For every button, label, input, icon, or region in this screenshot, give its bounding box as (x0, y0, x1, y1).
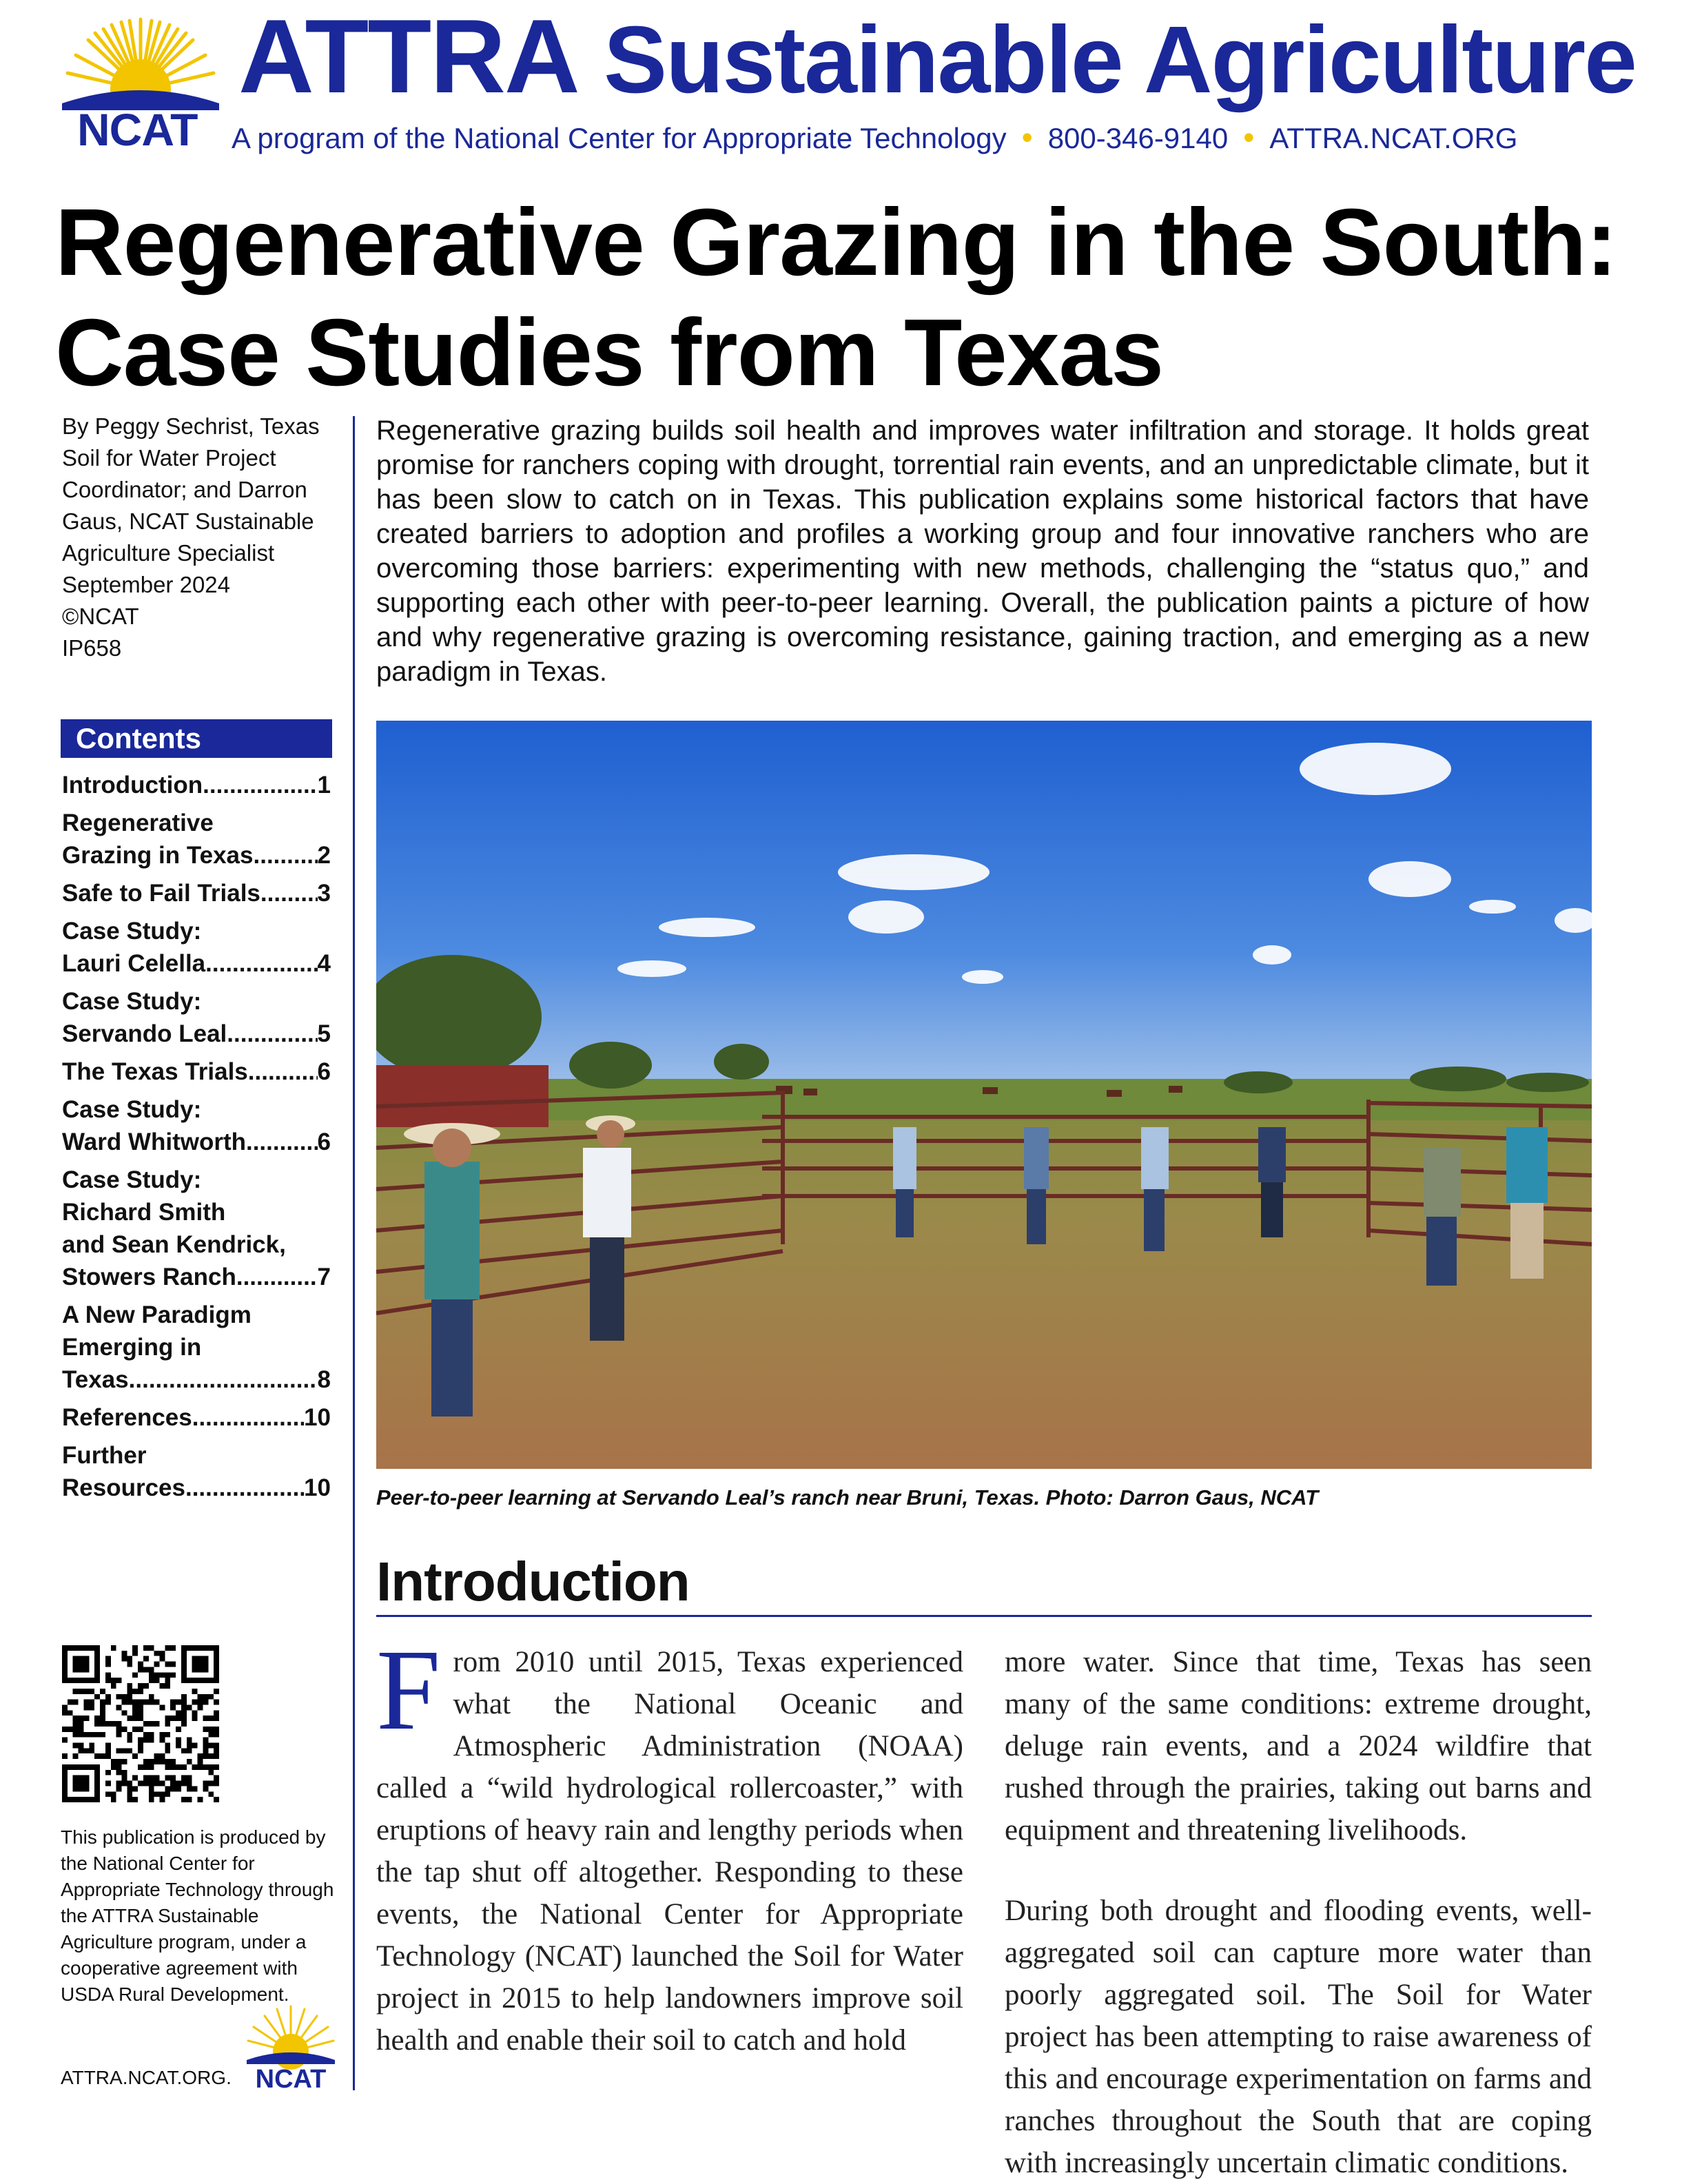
paragraph-gap (1005, 1851, 1592, 1890)
toc-item[interactable] (62, 1439, 331, 1504)
byline-line: Soil for Water Project (62, 445, 276, 471)
phone-number: 800-346-9140 (1047, 122, 1229, 154)
toc-item-label: Lauri Celella (62, 950, 206, 977)
toc-item-label: A New Paradigm (62, 1301, 252, 1328)
intro-paragraph-1: rom 2010 until 2015, Texas experienced what the National Oceanic and Atmospheric Administration (NOAA) called a “wild hydrological rollercoaster,” with eruptions of heavy rain and lengthy periods when the tap shut off altogether. Responding to these events, the National Center for Appropriate Technology (NCAT) launched the Soil for Water project in 2015 to help landowners improve soil health and enable their soil to catch and hold (376, 1646, 963, 2057)
toc-leader-dots (236, 1261, 318, 1293)
toc-item-label: Resources (62, 1474, 185, 1501)
toc-item-label: The Texas Trials (62, 1058, 248, 1085)
toc-item-page: 6 (317, 1058, 331, 1085)
tagline-text: A program of the National Center for Appropriate Technology (232, 122, 1007, 154)
toc-item[interactable] (62, 985, 331, 1050)
toc-item-page: 3 (317, 880, 331, 907)
byline-line: IP658 (62, 635, 122, 661)
byline-line: ©NCAT (62, 604, 139, 629)
introduction-heading: Introduction (376, 1551, 690, 1612)
ncat-logo-text: NCAT (77, 104, 198, 155)
byline-line: Gaus, NCAT Sustainable (62, 508, 314, 534)
summary-paragraph: Regenerative grazing builds soil health and improves water infiltration and storage. It holds great promise for ranchers coping with drought, torrential rain events, and an unpredictable climate, but it has been slow to catch on in Texas. This publication explains some historical factors that have created barriers to adoption and profiles a working group and four innovative ranchers who are overcoming those barriers: experimenting with new methods, challenging the “status quo,” and supporting each other with peer-to-peer learning. Overall, the publication paints a picture of how and why regenerative grazing is overcoming resistance, gaining traction, and emerging as a new paradigm in Texas. (376, 415, 1589, 687)
ncat-sun-logo-icon (58, 14, 223, 110)
table-of-contents (62, 769, 331, 1510)
toc-item[interactable] (62, 1164, 331, 1293)
toc-item-page: 10 (304, 1404, 331, 1431)
toc-item[interactable] (62, 877, 331, 909)
small-logo-text: NCAT (255, 2065, 327, 2092)
bullet-icon: • (1243, 119, 1255, 155)
toc-item-page: 2 (317, 842, 331, 869)
column-divider (353, 416, 355, 2090)
toc-item-page: 10 (304, 1474, 331, 1501)
intro-paragraph-1-continued: more water. Since that time, Texas has seen many of the same conditions: extreme drought, deluge rain events, and a 2024 wildfire that rushed through the prairies, taking out barns and equipment and threatening livelihoods. (1005, 1646, 1592, 1846)
byline-line: September 2024 (62, 572, 231, 597)
byline-line: By Peggy Sechrist, Texas (62, 413, 320, 439)
toc-item-page: 8 (317, 1366, 331, 1393)
contents-heading: Contents (61, 719, 332, 758)
toc-item-page: 6 (317, 1129, 331, 1155)
toc-item-label: Further (62, 1442, 147, 1469)
toc-item-label: Case Study: (62, 988, 202, 1015)
toc-item[interactable] (62, 769, 331, 801)
site-link[interactable]: ATTRA.NCAT.ORG (1269, 122, 1518, 154)
byline-line: Agriculture Specialist (62, 540, 275, 566)
introduction-body-left (376, 1626, 963, 2061)
toc-item-label: Richard Smith (62, 1199, 226, 1226)
toc-item-label: Case Study: (62, 1096, 202, 1123)
toc-item-label: Introduction (62, 772, 203, 799)
produced-by-site[interactable]: ATTRA.NCAT.ORG. (61, 2067, 232, 2088)
heading-rule (376, 1615, 1592, 1617)
toc-item-label: Stowers Ranch (62, 1264, 236, 1290)
toc-item[interactable] (62, 1299, 331, 1396)
toc-item-label: Case Study: (62, 918, 202, 945)
toc-leader-dots (260, 877, 318, 909)
title-line-1: Regenerative Grazing in the South: (55, 189, 1617, 296)
brand-title (238, 0, 1636, 115)
toc-item-label: Regenerative (62, 810, 214, 836)
photo-caption: Peer-to-peer learning at Servando Leal’s ranch near Bruni, Texas. Photo: Darron Gaus, NCAT (376, 1485, 1319, 1510)
toc-item-page: 4 (317, 950, 331, 977)
ranch-photo (376, 721, 1592, 1469)
toc-item-label: and Sean Kendrick, (62, 1231, 286, 1258)
toc-item-label: Safe to Fail Trials (62, 880, 260, 907)
toc-item-page: 1 (317, 772, 331, 799)
produced-by-note: This publication is produced by the National Center for Appropriate Technology through the ATTRA Sustainable Agriculture program, under a cooperative agreement with USDA Rural Development. (61, 1826, 334, 2005)
qr-code-icon[interactable] (62, 1645, 219, 1802)
ncat-small-logo-icon (243, 2002, 339, 2092)
page-title (55, 187, 1668, 408)
toc-leader-dots (246, 1126, 318, 1158)
toc-leader-dots (254, 839, 318, 872)
toc-leader-dots (227, 1018, 317, 1050)
brand-rest: Sustainable Agriculture (578, 7, 1636, 113)
toc-leader-dots (129, 1363, 318, 1396)
toc-item-label: Texas (62, 1366, 129, 1393)
toc-item[interactable] (62, 1093, 331, 1158)
intro-paragraph-2: During both drought and flooding events, well-aggregated soil can capture more water than poorly aggregated soil. The Soil for Water project has been attempting to raise awareness of this and encourage experimentation on farms and ranches throughout the South that are coping with increasingly uncertain climatic conditions. (1005, 1895, 1592, 2179)
toc-item-page: 7 (317, 1264, 331, 1290)
toc-item-label: Case Study: (62, 1166, 202, 1193)
toc-item[interactable] (62, 1055, 331, 1088)
toc-leader-dots (192, 1401, 304, 1434)
toc-leader-dots (203, 769, 317, 801)
introduction-body-right (1005, 1641, 1592, 2184)
toc-item[interactable] (62, 1401, 331, 1434)
toc-item-label: Emerging in (62, 1334, 202, 1361)
byline (62, 411, 351, 664)
toc-item-page: 5 (317, 1020, 331, 1047)
toc-item-label: Servando Leal (62, 1020, 227, 1047)
brand-attra: ATTRA (238, 0, 579, 115)
toc-item-label: Grazing in Texas (62, 842, 254, 869)
bullet-icon: • (1021, 119, 1033, 155)
toc-leader-dots (185, 1472, 304, 1504)
toc-leader-dots (248, 1055, 318, 1088)
toc-item-label: References (62, 1404, 192, 1431)
title-line-2: Case Studies from Texas (55, 300, 1164, 406)
drop-cap: F (376, 1626, 441, 1754)
toc-item[interactable] (62, 915, 331, 980)
toc-item[interactable] (62, 807, 331, 872)
toc-item-label: Ward Whitworth (62, 1129, 246, 1155)
toc-leader-dots (205, 947, 317, 980)
byline-line: Coordinator; and Darron (62, 477, 307, 502)
tagline (232, 119, 1517, 156)
